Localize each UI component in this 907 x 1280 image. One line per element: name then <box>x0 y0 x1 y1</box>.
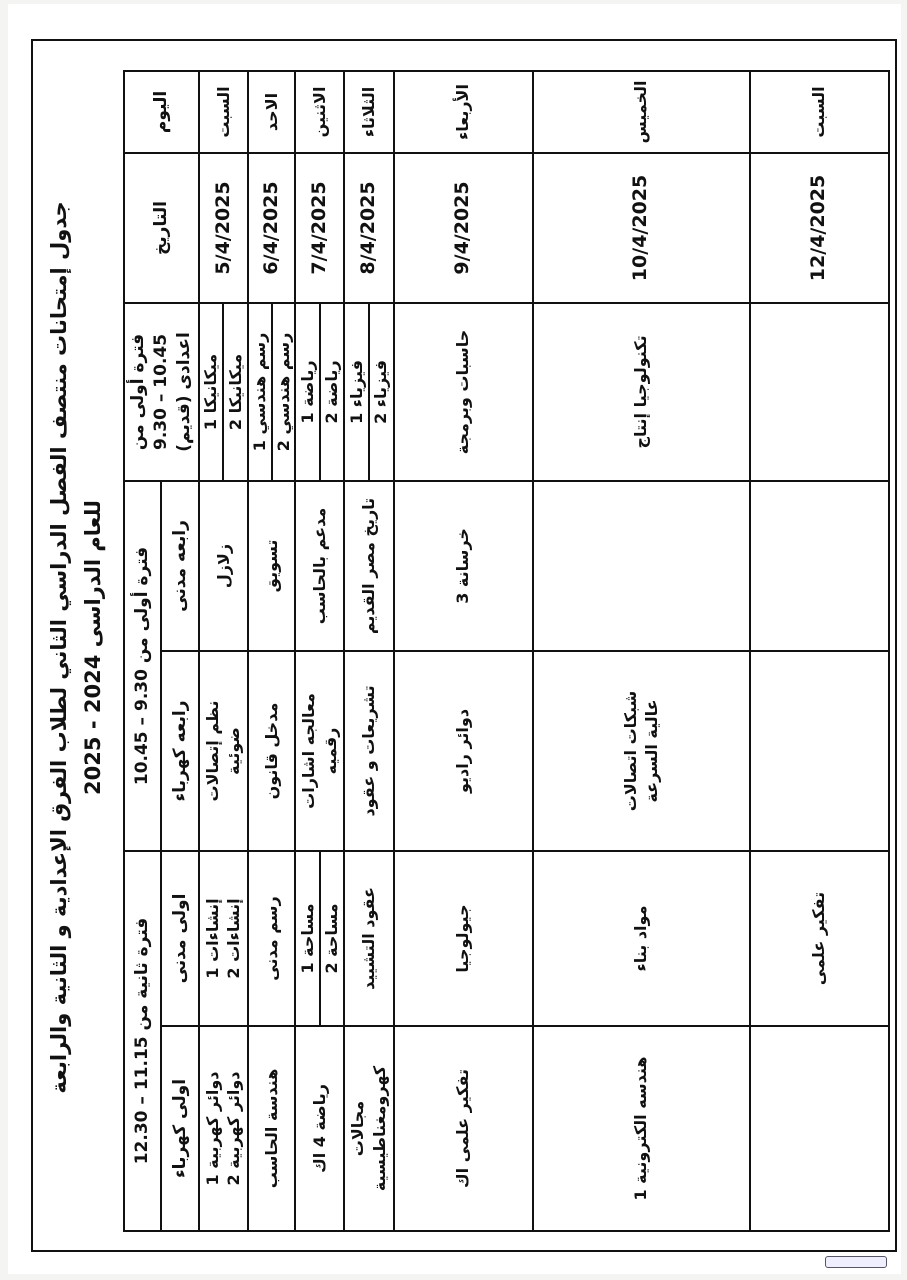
date-cell: 8/4/2025 <box>344 153 393 303</box>
second-a-exam-cell <box>199 851 248 1026</box>
schedule-body <box>199 71 889 1231</box>
first-b-exam-cell <box>533 651 750 851</box>
first-b-exam-cell <box>394 651 533 851</box>
second-a-exam-cell <box>533 851 750 1026</box>
cell-line: دوائر كهربية 1 <box>202 1071 222 1186</box>
first-period-header: فترة أولى من 9.30 – 10.45 <box>124 481 161 851</box>
date-header: التاريخ <box>124 153 199 303</box>
day-cell: السبت <box>750 71 889 153</box>
second-b-header: اولى كهرباء <box>161 1026 198 1231</box>
cell-line: إنشاءات 2 <box>224 898 244 979</box>
second-b-exam-cell <box>533 1026 750 1231</box>
scanner-clip-mark <box>825 1256 887 1268</box>
page-title: جدول إمتحانات منتصف الفصل الدراسي الثاني لطلاب الفرق الإعدادية و الثانية والرابعة <box>47 201 71 1094</box>
prep-exam-cell <box>533 303 750 481</box>
date-cell: 9/4/2025 <box>394 153 533 303</box>
schedule-row <box>344 71 393 1231</box>
first-b-exam-cell <box>344 651 393 851</box>
cell-line: تكنولوجيا إنتاج <box>631 335 651 449</box>
day-cell: الاحد <box>248 71 295 153</box>
second-b-exam-cell <box>750 1026 889 1231</box>
cell-line: جيولوجيا <box>453 904 473 973</box>
cell-part: رسم هندسي 2 <box>271 304 295 480</box>
page-frame <box>31 39 897 1252</box>
cell-line: رسم مدنى <box>261 896 281 981</box>
cell-line: دوائر راديو <box>453 708 473 794</box>
second-a-exam-cell <box>248 851 295 1026</box>
cell-line: تفكير علمى <box>809 891 829 986</box>
first-a-exam-cell: خرسانة 3 <box>394 481 533 651</box>
cell-part: مساحة 1 <box>297 903 317 974</box>
first-a-exam-cell <box>533 481 750 651</box>
day-cell: الأربعاء <box>394 71 533 153</box>
first-a-exam-cell: زلازل <box>199 481 248 651</box>
academic-year: للعام الدراسى 2024 - 2025 <box>81 500 105 795</box>
prep-exam-cell <box>248 303 295 481</box>
second-b-exam-cell <box>199 1026 248 1231</box>
first-a-exam-cell: تسويق <box>248 481 295 651</box>
cell-line: نظم إتصالات <box>202 700 222 802</box>
cell-line: هندسه الكترونية 1 <box>631 1056 651 1201</box>
cell-line: هندسة الحاسب <box>261 1068 281 1189</box>
day-cell: الاثنين <box>295 71 344 153</box>
first-a-exam-cell: تاريخ مصر القديم <box>344 481 393 651</box>
prep-exam-cell <box>199 303 248 481</box>
date-cell: 6/4/2025 <box>248 153 295 303</box>
first-b-exam-cell <box>295 651 344 851</box>
first-b-exam-cell <box>199 651 248 851</box>
cell-part: رسم هندسي 1 <box>250 332 269 452</box>
second-a-header: اولى مدنى <box>161 851 198 1026</box>
second-a-exam-cell <box>295 851 344 1026</box>
prep-exam-cell <box>394 303 533 481</box>
header-row <box>124 71 161 1231</box>
second-a-exam-cell <box>750 851 889 1026</box>
cell-part: رياضة 2 <box>319 304 344 480</box>
schedule-row <box>199 71 248 1231</box>
cell-line: رقميه <box>320 727 340 775</box>
day-cell: السبت <box>199 71 248 153</box>
schedule-row <box>394 71 533 1231</box>
cell-line: عقود التشييد <box>359 887 379 990</box>
second-b-exam-cell <box>344 1026 393 1231</box>
cell-line: إنشاءات 1 <box>202 898 222 979</box>
cell-line: معالجه اشارات <box>299 693 319 809</box>
cell-line: شبكات اتصالات <box>620 690 640 812</box>
cell-line: مواد بناء <box>631 905 651 972</box>
first-b-exam-cell <box>248 651 295 851</box>
second-period-header: فترة ثانية من 11.15 – 12.30 <box>124 851 161 1231</box>
cell-line: مدخل قانون <box>261 702 281 800</box>
first-a-exam-cell <box>750 481 889 651</box>
date-cell: 5/4/2025 <box>199 153 248 303</box>
prep-exam-cell <box>295 303 344 481</box>
cell-line: ضوئية <box>224 727 244 775</box>
second-b-exam-cell <box>394 1026 533 1231</box>
cell-part: ميكانيكا 2 <box>222 304 247 480</box>
schedule-row <box>295 71 344 1231</box>
cell-part: مساحة 2 <box>319 852 344 1025</box>
date-cell: 10/4/2025 <box>533 153 750 303</box>
scanned-page <box>8 4 901 1274</box>
cell-line: عالية السرعة <box>642 699 662 803</box>
first-b-header: رابعه كهرباء <box>161 651 198 851</box>
first-a-header: رابعه مدنى <box>161 481 198 651</box>
schedule-row <box>533 71 750 1231</box>
schedule-row <box>248 71 295 1231</box>
second-b-exam-cell <box>295 1026 344 1231</box>
day-cell: الخميس <box>533 71 750 153</box>
prep-exam-cell <box>344 303 393 481</box>
rotated-content <box>33 41 899 1254</box>
second-a-exam-cell <box>344 851 393 1026</box>
prep-period-header <box>124 303 199 481</box>
prep-header-line3: اعدادى (قديم) <box>173 332 194 452</box>
cell-line: حاسبات وبرمجة <box>453 329 473 455</box>
prep-header-line1: فترة أولى من <box>128 333 148 451</box>
cell-line: دوائر كهربية 2 <box>224 1071 244 1186</box>
date-cell: 7/4/2025 <box>295 153 344 303</box>
day-cell: الثلاثاء <box>344 71 393 153</box>
first-b-exam-cell <box>750 651 889 851</box>
prep-header-line2: 9.30 – 10.45 <box>150 333 171 450</box>
second-a-exam-cell <box>394 851 533 1026</box>
schedule-row <box>750 71 889 1231</box>
date-cell: 12/4/2025 <box>750 153 889 303</box>
cell-part: ميكانيكا 1 <box>201 353 221 431</box>
second-b-exam-cell <box>248 1026 295 1231</box>
exam-schedule-table <box>123 70 890 1232</box>
cell-line: رياضة 4 اك <box>309 1084 329 1173</box>
cell-line: تشريعات و عقود <box>359 685 379 817</box>
cell-line: تفكير علمى اك <box>453 1069 473 1188</box>
prep-exam-cell <box>750 303 889 481</box>
cell-line: مجالات <box>348 1100 368 1157</box>
cell-line: كهرومغناطيسية <box>369 1065 389 1192</box>
cell-part: فيزياء 2 <box>368 304 393 480</box>
cell-part: رياضة 1 <box>297 360 317 424</box>
day-header: اليوم <box>124 71 199 153</box>
first-a-exam-cell: مدعم بالحاسب <box>295 481 344 651</box>
cell-part: فيزياء 1 <box>346 360 366 424</box>
